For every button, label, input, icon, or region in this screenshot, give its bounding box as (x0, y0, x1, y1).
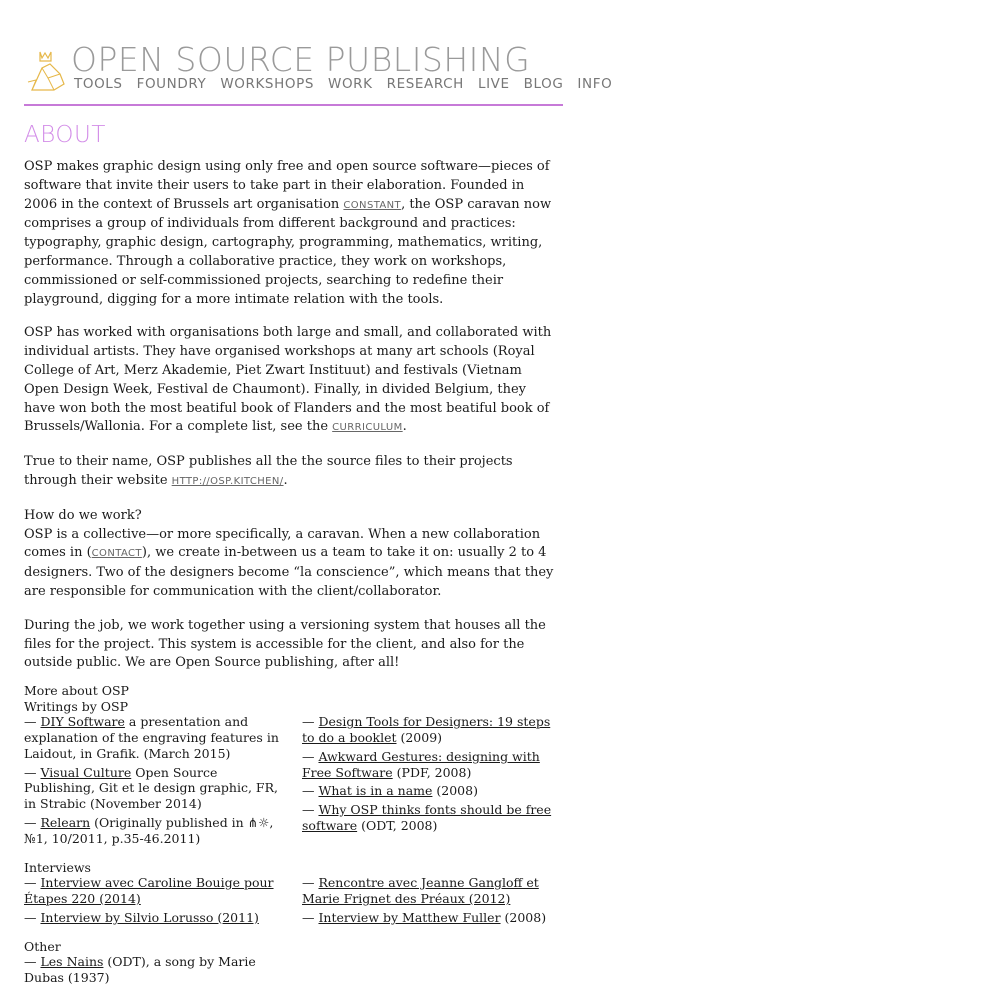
about-paragraph-3: True to their name, OSP publishes all the the source files to their projects through their website HTTP://OSP.KITCHEN/. (24, 454, 513, 488)
writings-col-right (302, 714, 564, 849)
site-title[interactable]: OPEN SOURCE PUBLISHING (71, 40, 531, 79)
constant-link[interactable]: CONSTANT (343, 199, 402, 211)
about-content (24, 158, 560, 688)
list-item: — What is in a name (2008) (302, 783, 478, 799)
page-title: ABOUT (24, 122, 106, 148)
other-list (24, 954, 564, 989)
masthead (24, 40, 613, 106)
interview-link[interactable]: Interview avec Caroline Bouige pour Étapes 220 (2014) (24, 875, 274, 906)
writing-link[interactable]: What is in a name (318, 783, 433, 799)
list-item: — Why OSP thinks fonts should be free software (ODT, 2008) (302, 802, 552, 833)
list-item: — Awkward Gestures: designing with Free Software (PDF, 2008) (302, 748, 540, 780)
nav-info[interactable]: INFO (577, 76, 613, 92)
list-item: — Visual Culture Open Source Publishing, Git et le design graphic, FR, in Strabic (November 2014) (24, 764, 278, 812)
header-divider (24, 104, 563, 106)
list-item: — Interview avec Caroline Bouige pour Étapes 220 (2014) (24, 875, 274, 906)
about-paragraph-5: During the job, we work together using a versioning system that houses all the files for the project. This system is accessible for the client, and also for the outside public. We are Open Source publishing, after all! (24, 617, 546, 671)
writing-link[interactable]: Why OSP thinks fonts should be free software (302, 802, 552, 833)
interview-link[interactable]: Rencontre avec Jeanne Gangloff et Marie Frignet des Préaux (2012) (302, 875, 539, 906)
list-item: — DIY Software a presentation and explanation of the engraving features in Laidout, in Grafik. (March 2015) (24, 714, 279, 761)
interviews-col-right (302, 875, 564, 928)
list-item: — Relearn (Originally published in ⋔☼, №1, 10/2011, p.35-46.2011) (24, 814, 274, 846)
writings-col-left (24, 714, 286, 849)
writing-link[interactable]: DIY Software (40, 714, 125, 730)
writing-link[interactable]: Relearn (40, 814, 91, 830)
main-nav (74, 76, 626, 92)
contact-link[interactable]: CONTACT (91, 548, 142, 560)
how-heading: How do we work? (24, 507, 142, 523)
list-item: — Rencontre avec Jeanne Gangloff et Marie Frignet des Préaux (2012) (302, 875, 539, 906)
more-heading: More about OSP (24, 683, 129, 698)
other-col-left (24, 954, 286, 989)
writing-link[interactable]: Visual Culture (40, 764, 132, 780)
interviews-list (24, 875, 564, 928)
list-item: — Interview by Silvio Lorusso (2011) (24, 909, 259, 925)
about-paragraph-2: OSP has worked with organisations both large and small, and collaborated with individual artists. They have organised workshops at many art schools (Royal College of Art, Merz Akademie, Piet Zwart Instituut) and festivals (Vietnam Open Design Week, Festival de Chaumont). Finally, in divided Belgium, they have won both the most beatiful book of Flanders and the most beatiful book of Brussels/Wallonia. For a complete list, see the CURRICULUM. (24, 325, 552, 435)
nav-live[interactable]: LIVE (477, 76, 510, 92)
curriculum-link[interactable]: CURRICULUM (332, 422, 403, 434)
nav-research[interactable]: RESEARCH (386, 76, 464, 92)
about-paragraph-4: OSP is a collective—or more specifically, a caravan. When a new collaboration comes in (CONTACT), we create in-between us a team to take it on: usually 2 to 4 designers. Two of the designers become “la conscience”, which means that they are responsible for communication with the client/collaborator. (24, 526, 554, 599)
other-heading: Other (24, 938, 61, 954)
more-about-section (24, 683, 564, 989)
list-item: — Interview by Matthew Fuller (2008) (302, 909, 547, 925)
interview-link[interactable]: Interview by Matthew Fuller (318, 909, 501, 925)
other-link[interactable]: Les Nains (40, 954, 104, 970)
list-item: — Design Tools for Designers: 19 steps to do a booklet (2009) (302, 714, 551, 745)
writing-link[interactable]: Design Tools for Designers: 19 steps to do a booklet (302, 714, 551, 745)
interviews-col-left (24, 875, 286, 928)
writings-list (24, 714, 564, 849)
interview-link[interactable]: Interview by Silvio Lorusso (2011) (40, 909, 259, 925)
nav-work[interactable]: WORK (328, 76, 373, 92)
nav-blog[interactable]: BLOG (523, 76, 564, 92)
writings-heading: Writings by OSP (24, 698, 128, 714)
nav-workshops[interactable]: WORKSHOPS (220, 76, 314, 92)
list-item: — Les Nains (ODT), a song by Marie Dubas (1937) (24, 954, 256, 985)
interviews-heading: Interviews (24, 859, 91, 875)
writing-link[interactable]: Awkward Gestures: designing with Free Software (302, 748, 540, 780)
about-paragraph-1: OSP makes graphic design using only free and open source software—pieces of software that invite their users to take part in their elaboration. Founded in 2006 in the context of Brussels art organisation CONSTANT, the OSP caravan now comprises a group of individuals from different background and practices: typography, graphic design, cartography, programming, mathematics, writing, performance. Through a collaborative practice, they work on workshops, commissioned or self-commissioned projects, searching to redefine their playground, digging for a more intimate relation with the tools. (24, 159, 552, 307)
nav-tools[interactable]: TOOLS (74, 76, 123, 92)
crowned-fox-logo-icon[interactable] (26, 50, 68, 94)
website-link[interactable]: HTTP://OSP.KITCHEN/ (171, 475, 284, 487)
nav-foundry[interactable]: FOUNDRY (136, 76, 207, 92)
